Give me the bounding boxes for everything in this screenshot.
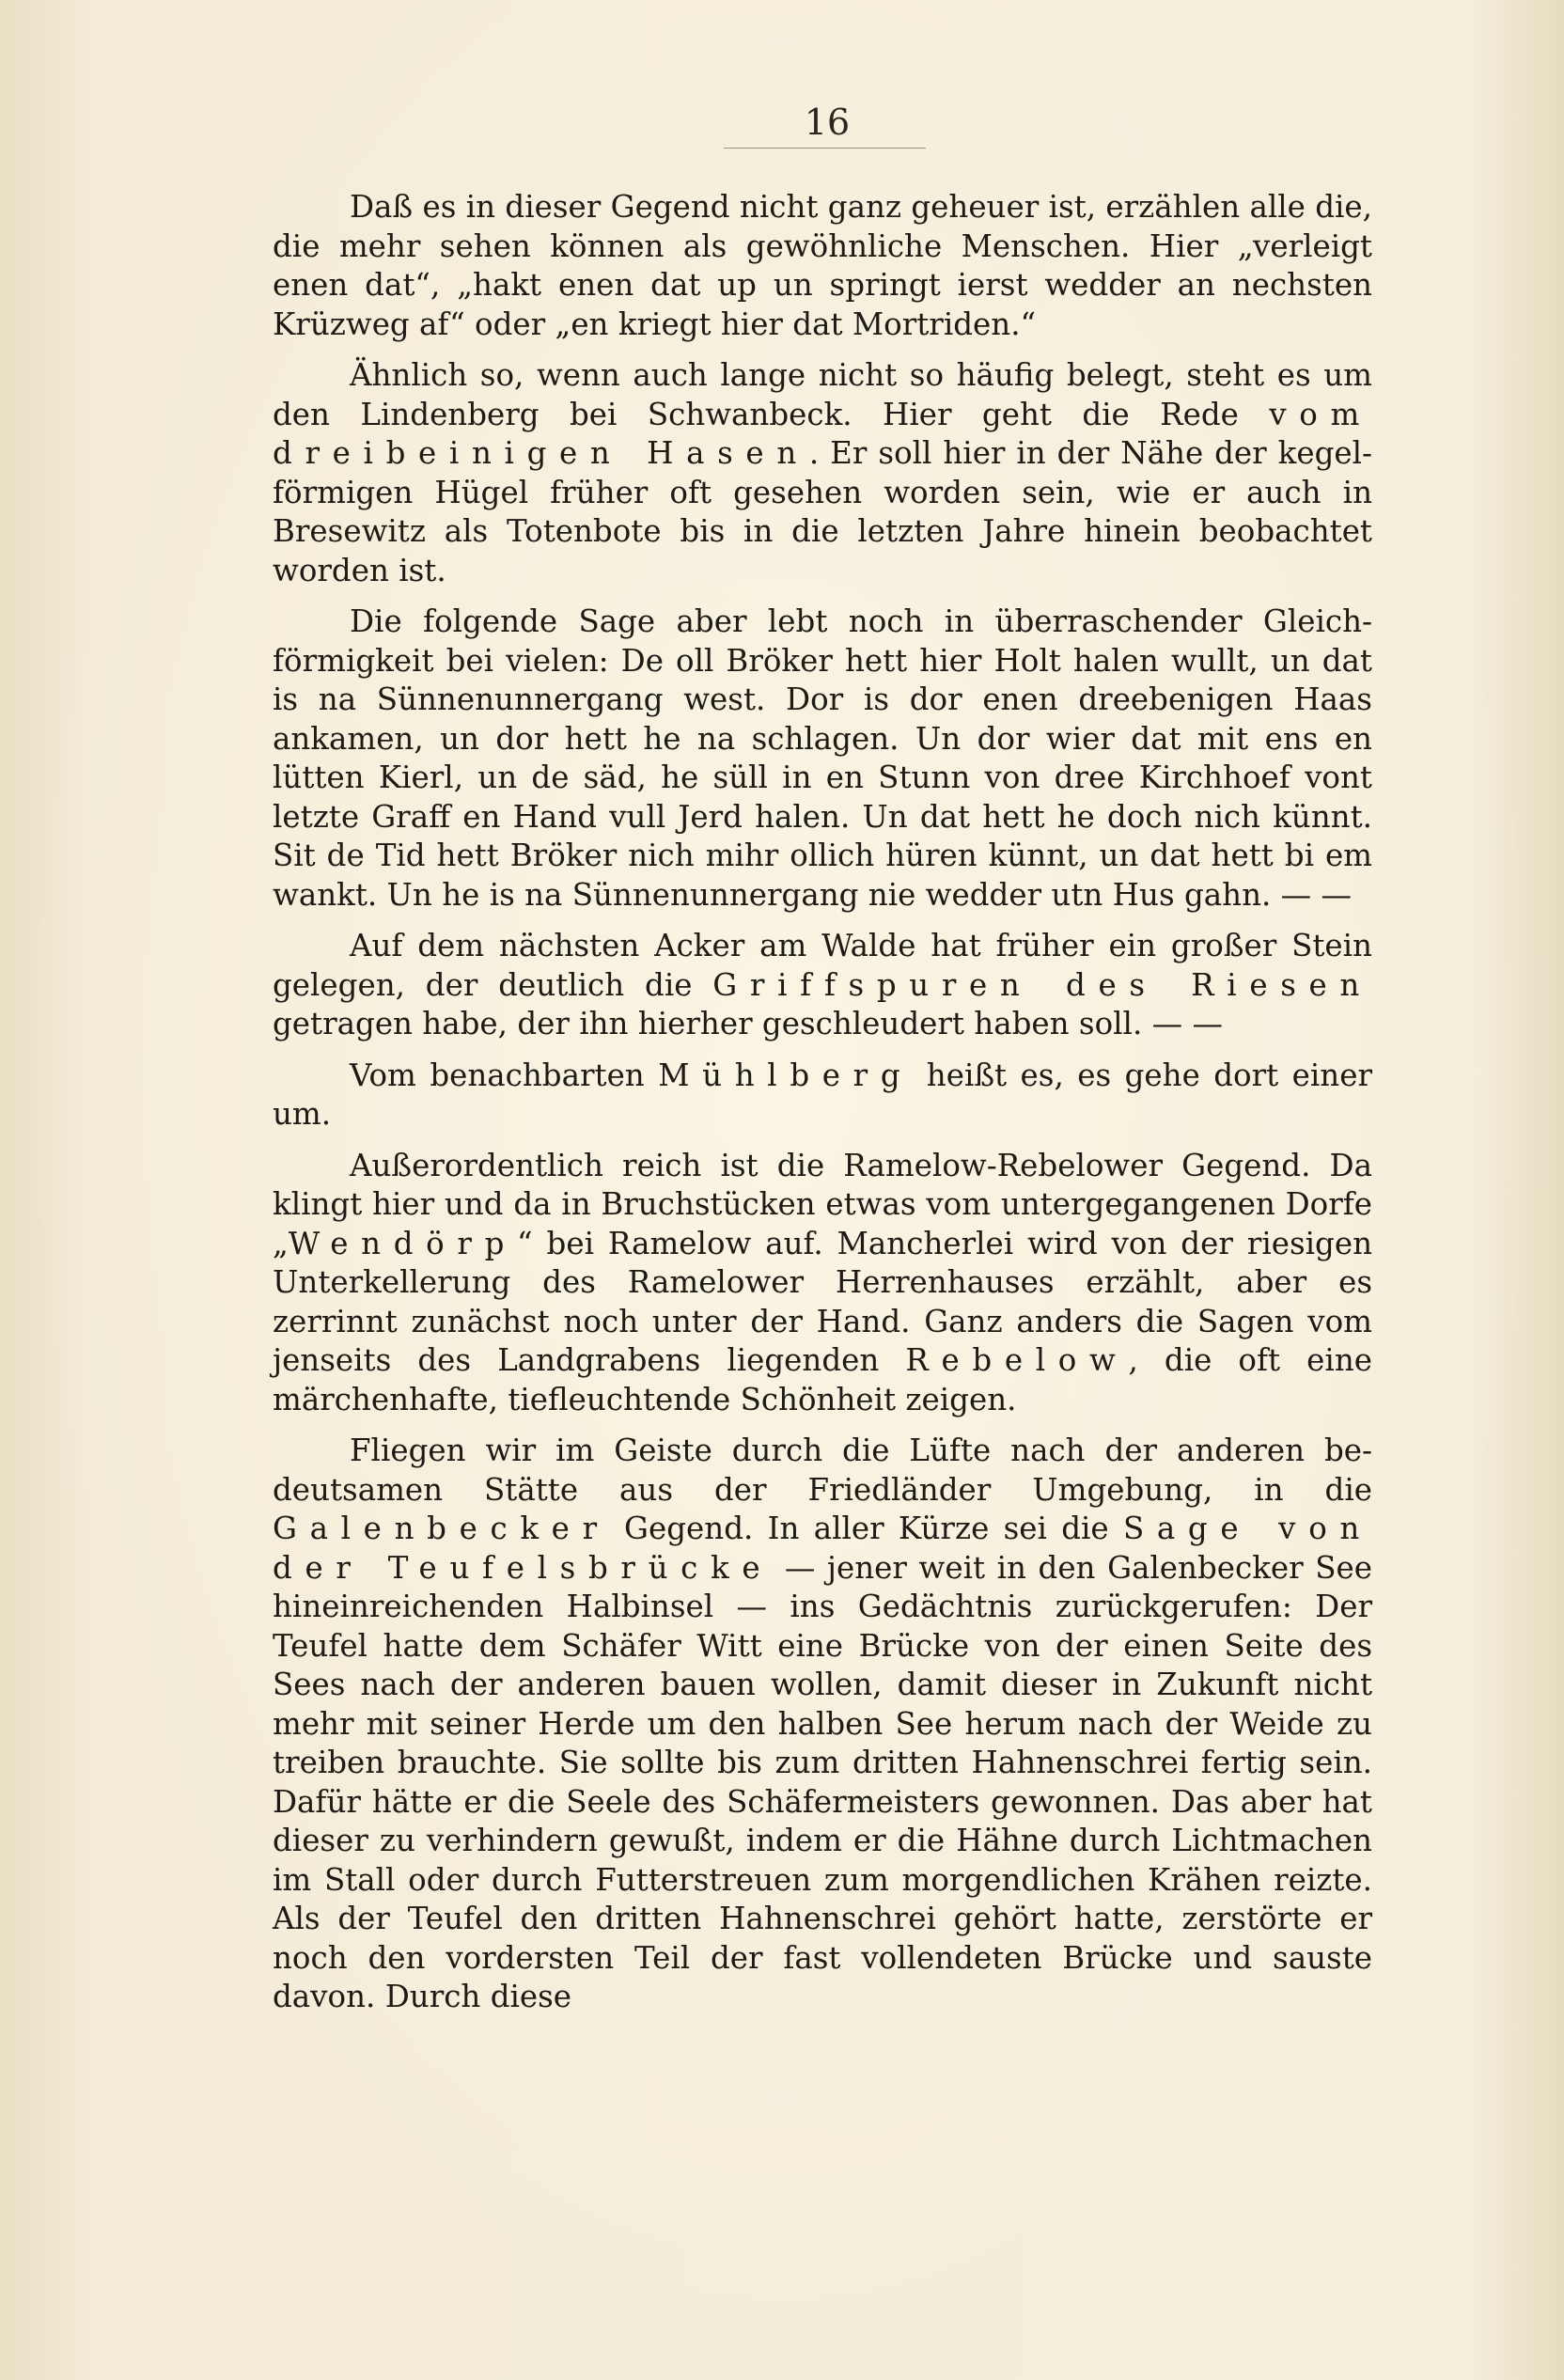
text-segment: — jener weit in den Galenbecker See hineinreichenden Halbinsel — ins Gedächtnis zurückgerufen: Der Teufel hatte dem Schäfer Witt eine Brücke von der einen Seite des Sees nach der anderen bauen wollen, damit dieser in Zukunft nicht mehr mit seiner Herde um den halben See herum nach der Weide zu treiben brauchte. Sie sollte bis zum dritten Hahnenschrei fertig sein. Dafür hätte er die Seele des Schäfermeisters gewonnen. Das aber hat dieser zu verhindern gewußt, indem er die Hähne durch Lichtmachen im Stall oder durch Futterstreuen zum morgendlichen Krähen reizte. Als der Teufel den dritten Hahnenschrei gehört hatte, zerstörte er noch den vordersten Teil der fast vollendeten Brücke und sauste davon. Durch diese (273, 1549, 1372, 2014)
paragraph (273, 356, 1372, 590)
text-segment: . Er soll hier in der Nähe der kegelförmigen Hügel früher oft gesehen worden sein, wie er auch in Bresewitz als Totenbote bis in die letzten Jahre hinein beobachtet worden ist. (273, 435, 1372, 588)
text-segment: Die folgende Sage aber lebt noch in überraschender Gleichförmigkeit bei vielen: De oll Bröker hett hier Holt halen wullt, un dat is na Sünnenunnergang west. Dor is dor enen dreebenigen Haas ankamen, un dor hett he na schlagen. Un dor wier dat mit ens en lütten Kierl, un de säd, he süll in en Stunn von dree Kirchhoef vont letzte Graff en Hand vull Jerd halen. Un dat hett he doch nich künnt. Sit de Tid hett Bröker nich mihr ollich hüren künnt, un dat hett bi em wankt. Un he is na Sünnenunnergang nie wedder utn Hus gahn. — — (273, 603, 1372, 913)
emphasized-text: Wendörp (288, 1225, 518, 1261)
emphasized-text: Rebelow (905, 1342, 1129, 1378)
emphasized-text: vom dreibeinigen Hasen (273, 396, 1372, 471)
text-segment: Daß es in dieser Gegend nicht ganz geheuer ist, erzählen alle die, die mehr sehen können als gewöhnliche Menschen. Hier „verleigt enen dat“, „hakt enen dat up un springt ierst wedder an nechsten Krüzweg af“ oder „en kriegt hier dat Mortriden.“ (273, 189, 1372, 342)
text-segment: Vom benachbarten (350, 1057, 659, 1093)
text-segment: Gegend. In aller Kürze sei die (609, 1511, 1123, 1546)
emphasized-text: Sage von der Teufelsbrücke (273, 1511, 1372, 1586)
paragraph (273, 603, 1372, 915)
page-number: 16 (804, 102, 851, 143)
text-segment: Auf dem nächsten Acker am Walde hat früher ein großer Stein gelegen, der deutlich die (273, 928, 1372, 1003)
paragraph (273, 1057, 1372, 1135)
text-segment: “ bei Ramelow auf. Mancherlei wird von der riesigen Unterkellerung des Ramelower Herrenhauses erzählt, aber es zerrinnt zunächst noch unter der Hand. Ganz anders die Sagen vom jenseits des Landgrabens liegenden (273, 1225, 1372, 1378)
header-rule (724, 148, 926, 149)
text-segment: getragen habe, der ihn hierher geschleudert haben soll. — — (273, 1006, 1223, 1041)
text-segment: Außerordentlich reich ist die Ramelow-Rebelower Gegend. Da klingt hier und da in Bruchstücken etwas vom untergegangenen Dorfe „ (273, 1147, 1372, 1261)
emphasized-text: Mühlberg (658, 1057, 914, 1093)
text-segment: Fliegen wir im Geiste durch die Lüfte nach der anderen bedeutsamen Stätte aus der Friedländer Umgebung, in die (273, 1433, 1372, 1508)
emphasized-text: Galenbecker (273, 1511, 610, 1546)
paragraph (273, 1432, 1372, 2017)
emphasized-text: Griffspuren des Riesen (712, 966, 1373, 1003)
text-segment: Ähnlich so, wenn auch lange nicht so häufig belegt, steht es um den Lindenberg bei Schwanbeck. Hier geht die Rede (273, 357, 1372, 432)
paragraph (273, 1147, 1372, 1420)
paragraph (273, 188, 1372, 344)
text-segment: heißt es, es gehe dort einer um. (273, 1057, 1372, 1132)
text-segment: , die oft eine märchenhafte, tiefleuchtende Schönheit zeigen. (273, 1342, 1372, 1417)
paragraph (273, 927, 1372, 1044)
body-text (273, 188, 1372, 2029)
